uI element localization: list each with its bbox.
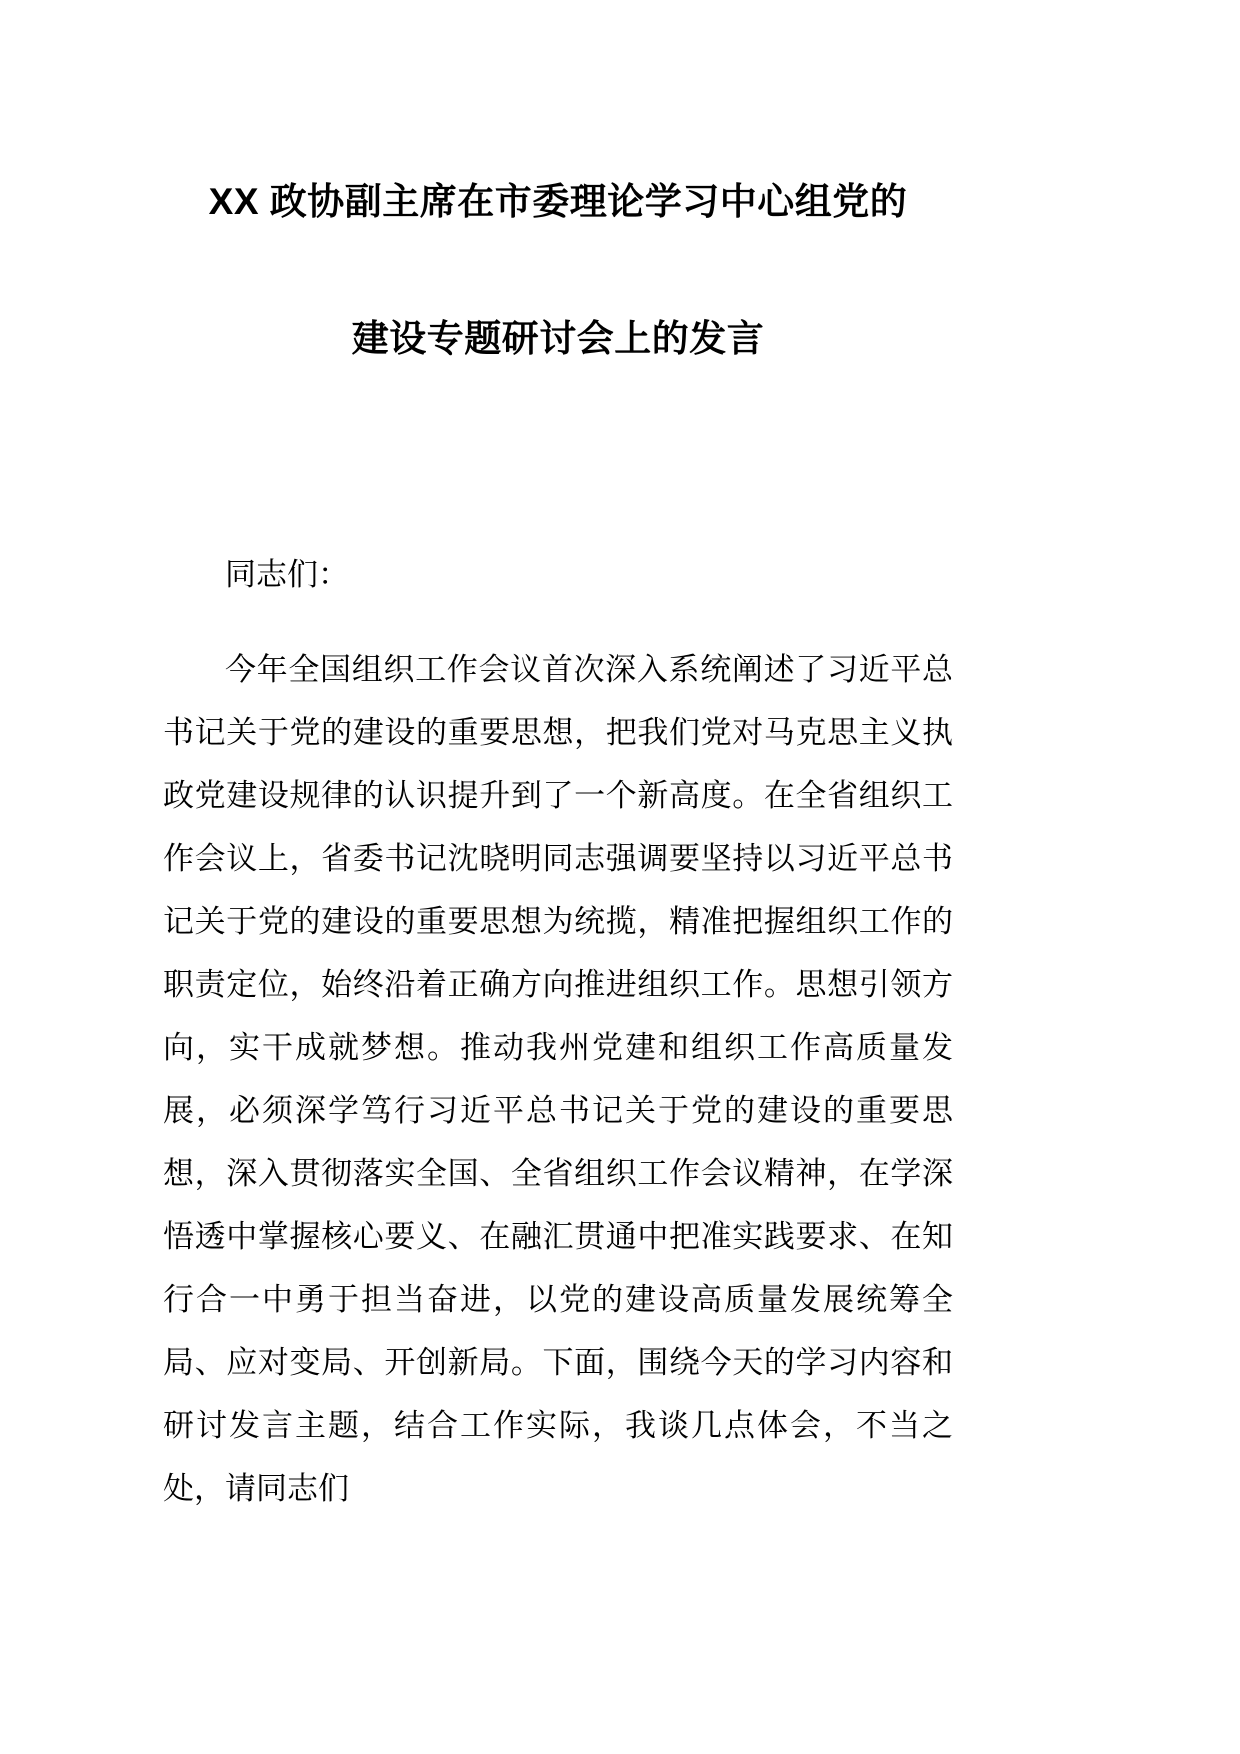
body-paragraph: 今年全国组织工作会议首次深入系统阐述了习近平总书记关于党的建设的重要思想，把我们党对马克思主义执政党建设规律的认识提升到了一个新高度。在全省组织工作会议上，省委书记沈晓明同志强调要坚持以习近平总书记关于党的建设的重要思想为统揽，精准把握组织工作的职责定位，始终沿着正确方向推进组织工作。思想引领方向，实干成就梦想。推动我州党建和组织工作高质量发展，必须深学笃行习近平总书记关于党的建设的重要思想，深入贯彻落实全国、全省组织工作会议精神，在学深悟透中掌握核心要义、在融汇贯通中把准实践要求、在知行合一中勇于担当奋进，以党的建设高质量发展统筹全局、应对变局、开创新局。下面，围绕今天的学习内容和研讨发言主题，结合工作实际，我谈几点体会，不当之处，请同志们 <box>163 652 953 1506</box>
page-title-line-1: XX 政协副主席在市委理论学习中心组党的 <box>208 181 908 222</box>
salutation: 同志们： <box>225 557 349 592</box>
document-content <box>163 0 953 1520</box>
salutation-spacer <box>163 606 953 638</box>
document-body <box>163 357 953 1520</box>
page-title <box>163 0 953 357</box>
page-title-line-2: 建设专题研讨会上的发言 <box>351 318 765 359</box>
